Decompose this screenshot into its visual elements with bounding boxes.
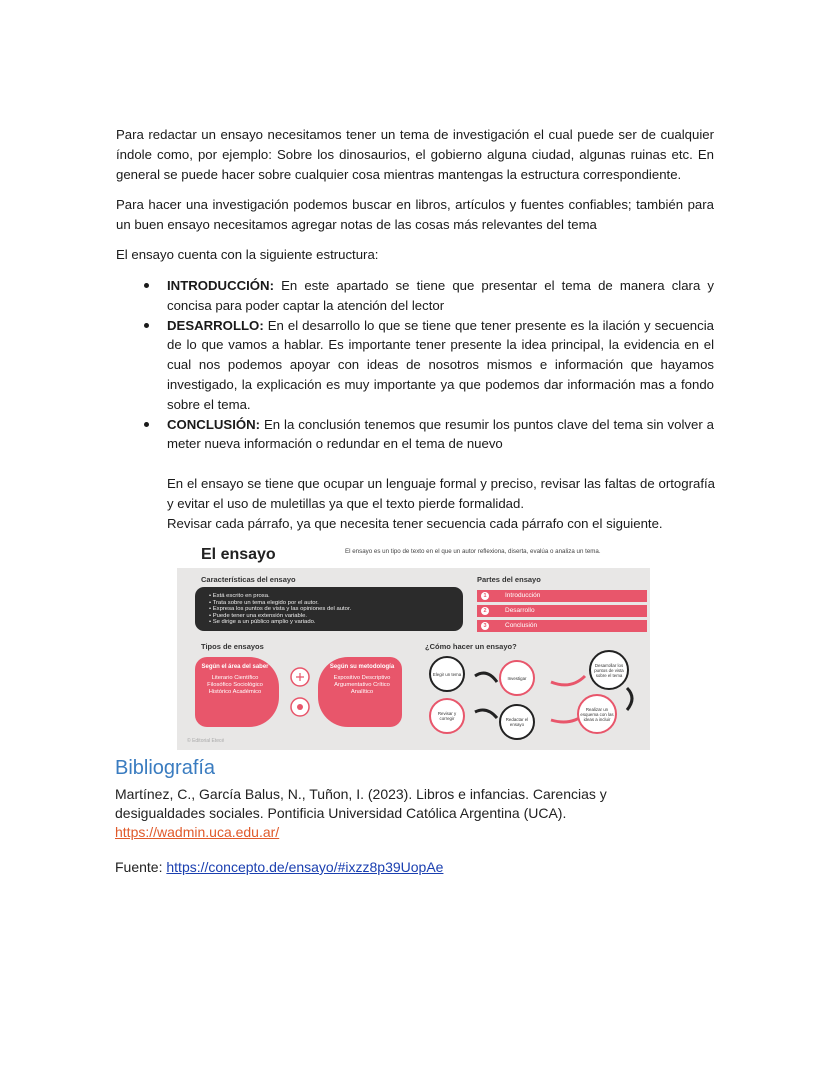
source-label: Fuente: — [115, 859, 167, 875]
list-item-text: En este apartado se tiene que presentar el tema de manera clara y concisa para poder captar la atención del lector — [167, 278, 714, 313]
part-introduccion — [477, 590, 647, 602]
characteristic-item: • Trata sobre un tema elegido por el autor. — [209, 599, 319, 606]
types-connector-icon — [280, 662, 320, 722]
list-item-term: CONCLUSIÓN: — [167, 416, 261, 432]
types-heading: Tipos de ensayos — [201, 642, 264, 651]
part-number: 2 — [481, 607, 489, 615]
parts-heading: Partes del ensayo — [477, 575, 541, 584]
step-circle: Elegir un tema — [429, 656, 465, 692]
source-link[interactable]: https://concepto.de/ensayo/#ixzz8p39UopAe — [166, 859, 444, 875]
characteristic-item: • Está escrito en prosa. — [209, 593, 270, 599]
part-label: Conclusión — [505, 622, 538, 629]
step-circle: Redactar el ensayo — [499, 704, 535, 740]
infographic-credit: © Editorial Etecé — [187, 738, 225, 744]
list-item-text: En el desarrollo lo que se tiene que tener presente es la ilación y secuencia de lo que vamos a hablar. Es importante tener presente la idea principal, la evidencia en el cual nos podemos apoyar con ideas de nosotros mismos e información que hayamos investigado, la explicación es muy importante ya que podemos dar información mas a fondo sobre el tema. — [167, 317, 714, 412]
essay-infographic — [177, 542, 650, 750]
style-notes — [167, 474, 715, 533]
part-conclusion — [477, 620, 647, 632]
step-circle: Realizar un esquema con las ideas a incluir — [577, 694, 617, 734]
source-line — [115, 858, 443, 877]
part-number: 1 — [481, 592, 489, 600]
step-circle: Desarrollar los puntos de vista sobre el tema — [589, 650, 629, 690]
characteristic-item: • Puede tener una extensión variable. — [209, 612, 308, 619]
howto-heading: ¿Cómo hacer un ensayo? — [425, 642, 517, 651]
characteristic-item: • Expresa los puntos de vista y las opiniones del autor. — [209, 606, 352, 613]
part-label: Desarrollo — [505, 607, 535, 614]
type-card-area — [195, 657, 279, 727]
bibliography-reference — [115, 785, 655, 842]
reference-link[interactable]: https://wadmin.uca.edu.ar/ — [115, 824, 280, 840]
structure-list — [140, 276, 714, 454]
type-card-method — [318, 657, 402, 727]
type-card-title: Según su metodología — [329, 664, 395, 670]
infographic-definition: El ensayo es un tipo de texto en el que un autor reflexiona, diserta, evalúa o analiza un tema. — [345, 548, 601, 555]
type-card-title: Según el área del saber — [201, 664, 269, 670]
paragraph-structure-intro: El ensayo cuenta con la siguiente estructura: — [116, 247, 379, 262]
note-paragraph-sequence: Revisar cada párrafo, ya que necesita tener secuencia cada párrafo con el siguiente. — [167, 515, 663, 531]
part-label: Introducción — [505, 592, 541, 599]
list-item-term: DESARROLLO: — [167, 317, 264, 333]
type-card-items: Literario Científico Filosófico Sociológico Histórico Académico — [207, 675, 263, 695]
infographic-title: El ensayo — [201, 546, 276, 563]
paragraph-research: Para hacer una investigación podemos buscar en libros, artículos y fuentes confiables; también para un buen ensayo necesitamos agregar notas de las cosas más relevantes del tema — [116, 197, 714, 232]
reference-text: Martínez, C., García Balus, N., Tuñon, I. (2023). Libros e infancias. Carencias y desigualdades sociales. Pontificia Universidad Católica Argentina (UCA). — [115, 786, 607, 821]
part-desarrollo — [477, 605, 647, 617]
list-item-text: En la conclusión tenemos que resumir los puntos clave del tema sin volver a meter nueva información o redundar en el tema de nuevo — [167, 416, 714, 452]
characteristics-box — [195, 587, 463, 631]
type-card-items: Expositivo Descriptivo Argumentativo Crítico Analítico — [333, 675, 391, 695]
list-item — [140, 316, 714, 415]
list-item-term: INTRODUCCIÓN: — [167, 278, 274, 293]
list-item — [140, 276, 714, 316]
part-number: 3 — [481, 622, 489, 630]
paragraph-intro: Para redactar un ensayo necesitamos tener un tema de investigación el cual puede ser de cualquier índole como, por ejemplo: Sobre los dinosaurios, el gobierno alguna ciudad, algunas ruinas etc. En general se puede hacer sobre cualquier cosa mientras mantengas la estructura correspondiente. — [116, 127, 714, 182]
characteristic-item: • Se dirige a un público amplio y variado. — [209, 619, 316, 626]
bibliography-heading: Bibliografía — [115, 757, 216, 779]
note-formal-language: En el ensayo se tiene que ocupar un lenguaje formal y preciso, revisar las faltas de ortografía y evitar el uso de muletillas ya que el texto pierde formalidad. — [167, 476, 715, 511]
step-circle: Revisar y corregir — [429, 698, 465, 734]
characteristics-heading: Características del ensayo — [201, 575, 296, 584]
step-circle: Investigar — [499, 660, 535, 696]
list-item — [140, 415, 714, 455]
